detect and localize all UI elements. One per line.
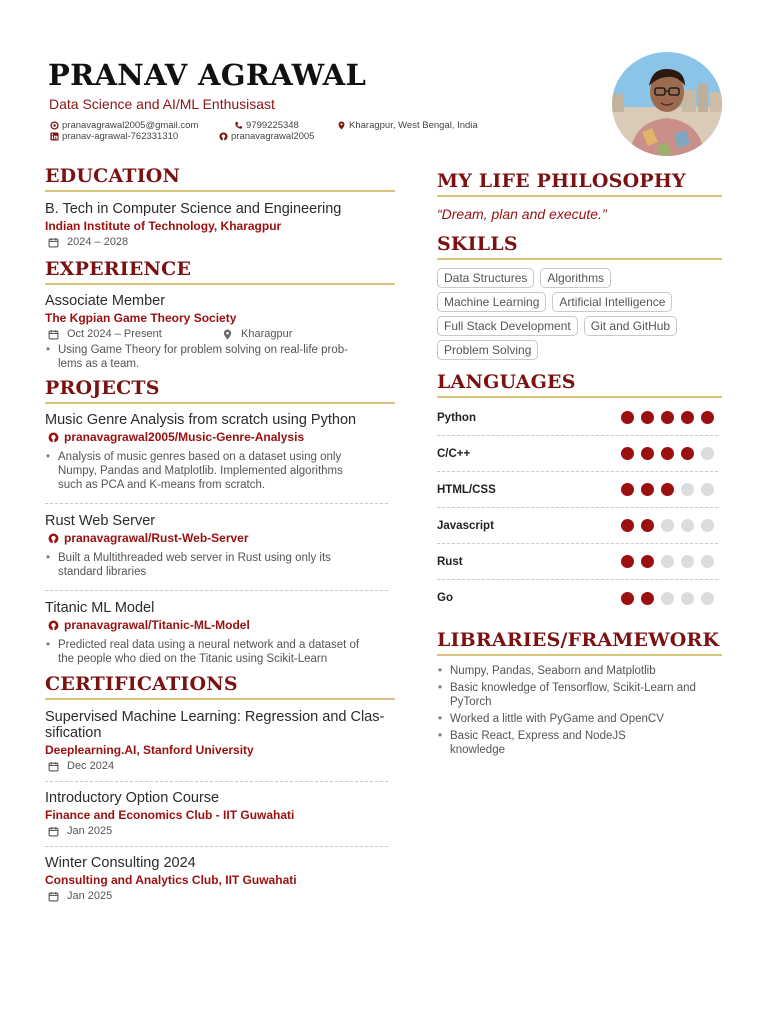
proficiency-dot-filled [621, 592, 634, 605]
phone-text: 9799225348 [246, 120, 299, 131]
language-row [437, 472, 718, 508]
section-title-experience: EXPERIENCE [45, 258, 395, 285]
bullet-line: • Worked a little with PyGame and OpenCV [450, 713, 664, 725]
proficiency-dot-empty [701, 592, 714, 605]
education-entry [45, 201, 395, 248]
skill-tag: Data Structures [437, 268, 534, 288]
calendar-icon [48, 761, 59, 772]
resume-name: PRANAV AGRAWAL [48, 58, 367, 92]
project-repo-text: pranavagrawal/Rust-Web-Server [64, 531, 249, 545]
language-row [437, 436, 718, 472]
phone-icon [234, 121, 243, 130]
proficiency-dots [621, 592, 714, 605]
github-text: pranavagrawal2005 [231, 131, 315, 142]
project-repo-link[interactable] [45, 618, 395, 632]
bullet-line: standard libraries [58, 566, 147, 578]
project-bullet [45, 450, 395, 492]
language-row [437, 400, 718, 436]
certification-date: Jan 2025 [67, 825, 113, 837]
project-name: Music Genre Analysis from scratch using Python [45, 412, 357, 428]
certification-date: Dec 2024 [67, 760, 115, 772]
skill-tag: Git and GitHub [584, 316, 677, 336]
certification-entry [45, 855, 395, 902]
contact-linkedin[interactable] [50, 131, 178, 142]
proficiency-dot-filled [681, 447, 694, 460]
proficiency-dot-empty [681, 592, 694, 605]
proficiency-dot-filled [661, 411, 674, 424]
certification-name: Winter Consulting 2024 [45, 855, 196, 871]
proficiency-dot-empty [661, 555, 674, 568]
calendar-icon [48, 891, 59, 902]
section-title-philosophy: MY LIFE PHILOSOPHY [437, 170, 722, 197]
certification-entry [45, 709, 395, 772]
education-date-row [45, 236, 395, 248]
bullet-line: such as PCA and K-means from scratch. [58, 479, 266, 491]
skill-tag: Machine Learning [437, 292, 546, 312]
skill-tag: Problem Solving [437, 340, 538, 360]
bullet-line: • Using Game Theory for problem solving on real-life prob- [58, 344, 348, 356]
education-institution: Indian Institute of Technology, Kharagpur [45, 219, 282, 233]
divider [45, 846, 388, 847]
linkedin-icon [50, 132, 59, 141]
project-repo-link[interactable] [45, 531, 395, 545]
library-bullet [437, 664, 722, 678]
divider [45, 590, 388, 591]
bullet-line: knowledge [450, 744, 505, 756]
project-bullet [45, 551, 395, 579]
education-degree: B. Tech in Computer Science and Engineering [45, 201, 342, 217]
certification-issuer: Deeplearning.AI, Stanford University [45, 743, 254, 757]
proficiency-dot-filled [621, 447, 634, 460]
proficiency-dot-filled [641, 555, 654, 568]
education-date: 2024 – 2028 [67, 236, 129, 248]
proficiency-dot-filled [681, 411, 694, 424]
project-entry [45, 412, 395, 492]
proficiency-dot-empty [701, 447, 714, 460]
proficiency-dot-filled [641, 447, 654, 460]
proficiency-dot-empty [661, 519, 674, 532]
library-bullet [437, 712, 722, 726]
section-title-projects: PROJECTS [45, 377, 395, 404]
certification-name: Supervised Machine Learning: Regression and Clas- [45, 709, 385, 725]
proficiency-dot-filled [621, 519, 634, 532]
certification-date-row [45, 825, 395, 837]
proficiency-dot-empty [661, 592, 674, 605]
language-row [437, 544, 718, 580]
contact-github[interactable] [219, 131, 314, 142]
email-icon [50, 121, 59, 130]
email-text: pranavagrawal2005@gmail.com [62, 120, 199, 131]
language-name: Javascript [437, 519, 494, 532]
certification-date-row [45, 760, 395, 772]
proficiency-dot-filled [621, 483, 634, 496]
contact-email[interactable] [50, 120, 198, 131]
bullet-line: lems as a team. [58, 358, 140, 370]
language-name: HTML/CSS [437, 483, 496, 496]
skill-tag: Algorithms [540, 268, 611, 288]
bullet-line: • Basic React, Express and NodeJS [450, 730, 626, 742]
proficiency-dot-filled [621, 555, 634, 568]
proficiency-dot-filled [701, 411, 714, 424]
libraries-list [437, 664, 722, 757]
section-title-certifications: CERTIFICATIONS [45, 673, 395, 700]
linkedin-text: pranav-agrawal-762331310 [62, 131, 179, 142]
proficiency-dot-filled [641, 592, 654, 605]
section-title-skills: SKILLS [437, 233, 722, 260]
left-column [45, 165, 395, 902]
profile-photo [612, 52, 722, 156]
location-text: Kharagpur, West Bengal, India [349, 120, 478, 131]
github-icon [48, 620, 59, 631]
section-title-education: EDUCATION [45, 165, 395, 192]
profile-photo-illustration [612, 52, 722, 156]
proficiency-dots [621, 519, 714, 532]
proficiency-dot-filled [641, 483, 654, 496]
language-name: C/C++ [437, 447, 471, 460]
proficiency-dot-empty [701, 483, 714, 496]
location-pin-icon [222, 329, 233, 340]
location-pin-icon [337, 121, 346, 130]
project-repo-link[interactable] [45, 430, 395, 444]
certification-name-cont: sification [45, 725, 102, 741]
skills-list [437, 268, 722, 360]
proficiency-dot-filled [661, 483, 674, 496]
proficiency-dots [621, 447, 714, 460]
bullet-line: • Built a Multithreaded web server in Rust using only its [58, 552, 331, 564]
experience-org: The Kgpian Game Theory Society [45, 311, 237, 325]
project-entry [45, 600, 395, 666]
proficiency-dot-filled [661, 447, 674, 460]
experience-role: Associate Member [45, 293, 166, 309]
certification-date: Jan 2025 [67, 890, 113, 902]
certification-entry [45, 790, 395, 837]
project-entry [45, 513, 395, 579]
proficiency-dots [621, 555, 714, 568]
project-repo-text: pranavagrawal2005/Music-Genre-Analysis [64, 430, 305, 444]
bullet-line: • Predicted real data using a neural network and a dataset of [58, 639, 360, 651]
language-row [437, 580, 718, 616]
philosophy-quote: “Dream, plan and execute.” [437, 206, 607, 222]
proficiency-dot-empty [681, 519, 694, 532]
skill-tag: Full Stack Development [437, 316, 578, 336]
experience-entry [45, 293, 395, 371]
github-icon [219, 132, 228, 141]
experience-date: Oct 2024 – Present [67, 328, 162, 340]
bullet-line: • Basic knowledge of Tensorflow, Scikit-Learn and [450, 682, 696, 694]
experience-meta-row [45, 328, 395, 340]
contact-location [337, 120, 478, 131]
proficiency-dot-empty [681, 555, 694, 568]
proficiency-dot-filled [641, 411, 654, 424]
proficiency-dot-empty [701, 555, 714, 568]
library-bullet [437, 729, 722, 757]
bullet-line: PyTorch [450, 696, 492, 708]
proficiency-dots [621, 483, 714, 496]
language-row [437, 508, 718, 544]
bullet-line: Numpy, Pandas and Matplotlib. Implemented algorithms [58, 465, 343, 477]
resume-subtitle: Data Science and AI/ML Enthusisast [49, 96, 275, 112]
contact-phone[interactable] [234, 120, 299, 131]
certification-date-row [45, 890, 395, 902]
github-icon [48, 432, 59, 443]
divider [45, 781, 388, 782]
bullet-line: • Numpy, Pandas, Seaborn and Matplotlib [450, 665, 656, 677]
proficiency-dots [621, 411, 714, 424]
certification-name: Introductory Option Course [45, 790, 220, 806]
library-bullet [437, 681, 722, 709]
certification-issuer: Consulting and Analytics Club, IIT Guwahati [45, 873, 297, 887]
experience-bullet [45, 343, 395, 371]
proficiency-dot-filled [621, 411, 634, 424]
project-bullet [45, 638, 395, 666]
language-name: Go [437, 592, 453, 604]
skill-tag: Artificial Intelligence [552, 292, 672, 312]
section-title-libraries: LIBRARIES/FRAMEWORK [437, 629, 722, 656]
experience-location: Kharagpur [241, 328, 293, 340]
proficiency-dot-empty [701, 519, 714, 532]
section-title-languages: LANGUAGES [437, 371, 722, 398]
proficiency-dot-empty [681, 483, 694, 496]
languages-list [437, 400, 718, 616]
project-repo-text: pranavagrawal/Titanic-ML-Model [64, 618, 250, 632]
github-icon [48, 533, 59, 544]
bullet-line: the people who died on the Titanic using Scikit-Learn [58, 653, 328, 665]
proficiency-dot-filled [641, 519, 654, 532]
bullet-line: • Analysis of music genres based on a dataset using only [58, 451, 342, 463]
certification-issuer: Finance and Economics Club - IIT Guwahati [45, 808, 295, 822]
calendar-icon [48, 329, 59, 340]
right-column [437, 170, 722, 757]
language-name: Python [437, 411, 476, 424]
divider [45, 503, 388, 504]
calendar-icon [48, 237, 59, 248]
project-name: Titanic ML Model [45, 600, 155, 616]
language-name: Rust [437, 555, 463, 568]
calendar-icon [48, 826, 59, 837]
project-name: Rust Web Server [45, 513, 156, 529]
